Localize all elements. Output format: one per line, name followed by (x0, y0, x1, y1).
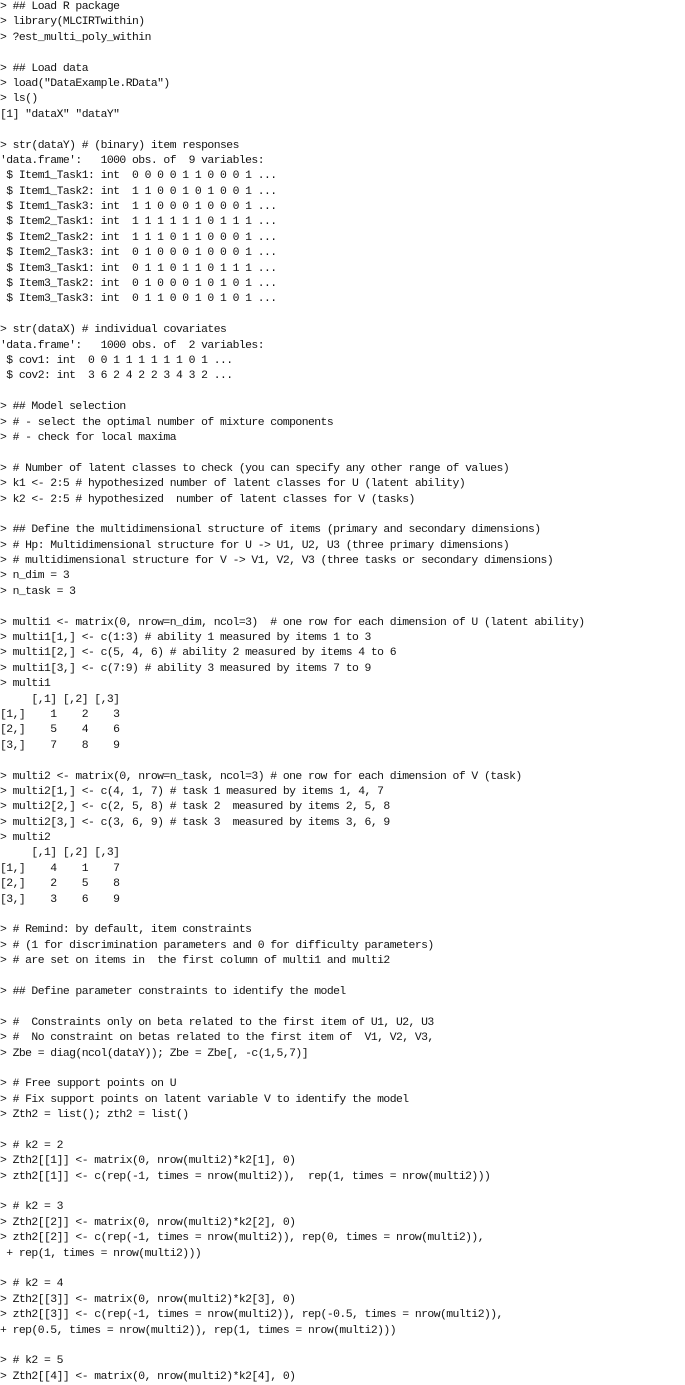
console-line: > n_dim = 3 (0, 570, 70, 583)
console-line: > ## Load R package (0, 1, 120, 13)
console-line: [,1] [,2] [,3] (0, 847, 120, 860)
blank-line (0, 46, 685, 61)
console-line: > Zth2[[3]] <- matrix(0, nrow(multi2)*k2[3], 0) (0, 1293, 296, 1306)
console-line: > # Hp: Multidimensional structure for U -> U1, U2, U3 (three primary dimensions) (0, 539, 510, 552)
console-line: > Zth2 = list(); zth2 = list() (0, 1109, 189, 1122)
console-line: > multi2[3,] <- c(3, 6, 9) # task 3 measured by items 3, 6, 9 (0, 816, 390, 829)
console-line: > multi2 (0, 832, 51, 845)
console-line: > # Number of latent classes to check (you can specify any other range of values) (0, 462, 510, 475)
console-line: > # k2 = 5 (0, 1355, 63, 1368)
console-line: [3,] 3 6 9 (0, 893, 120, 906)
blank-line (0, 1124, 685, 1139)
console-line: $ Item3_Task2: int 0 1 0 0 0 1 0 1 0 1 ... (0, 278, 277, 291)
blank-line (0, 308, 685, 323)
console-line: > # (1 for discrimination parameters and 0 for difficulty parameters) (0, 939, 434, 952)
blank-line (0, 123, 685, 138)
console-line: $ Item2_Task1: int 1 1 1 1 1 1 0 1 1 1 ... (0, 216, 277, 229)
blank-line (0, 1262, 685, 1277)
console-line: > ls() (0, 93, 38, 106)
console-line: > # k2 = 4 (0, 1278, 63, 1291)
console-line: > Zth2[[4]] <- matrix(0, nrow(multi2)*k2[4], 0) (0, 1370, 296, 1383)
console-line: > # multidimensional structure for V -> V1, V2, V3 (three tasks or secondary dimensions) (0, 555, 554, 568)
console-line: > ?est_multi_poly_within (0, 31, 151, 44)
console-line: > multi1 (0, 678, 51, 691)
blank-line (0, 1000, 685, 1015)
console-line: > # k2 = 2 (0, 1139, 63, 1152)
blank-line (0, 385, 685, 400)
console-line: [,1] [,2] [,3] (0, 693, 120, 706)
console-line: $ Item3_Task3: int 0 1 1 0 0 1 0 1 0 1 ... (0, 293, 277, 306)
console-line: $ Item3_Task1: int 0 1 1 0 1 1 0 1 1 1 ... (0, 262, 277, 275)
console-line: > multi2[1,] <- c(4, 1, 7) # task 1 measured by items 1, 4, 7 (0, 785, 384, 798)
console-line: [1,] 4 1 7 (0, 862, 120, 875)
console-line: > # Free support points on U (0, 1078, 176, 1091)
console-line: $ Item2_Task3: int 0 1 0 0 0 1 0 0 0 1 ... (0, 247, 277, 260)
console-line: 'data.frame': 1000 obs. of 9 variables: (0, 154, 264, 167)
blank-line (0, 446, 685, 461)
console-line: [1,] 1 2 3 (0, 708, 120, 721)
console-line: > multi2[2,] <- c(2, 5, 8) # task 2 measured by items 2, 5, 8 (0, 801, 390, 814)
console-line: 'data.frame': 1000 obs. of 2 variables: (0, 339, 264, 352)
blank-line (0, 754, 685, 769)
console-line: > load("DataExample.RData") (0, 77, 170, 90)
console-line: > multi1[1,] <- c(1:3) # ability 1 measured by items 1 to 3 (0, 632, 371, 645)
console-line: [2,] 2 5 8 (0, 878, 120, 891)
console-line: > library(MLCIRTwithin) (0, 16, 145, 29)
console-line: > # are set on items in the first column of multi1 and multi2 (0, 955, 390, 968)
console-line: > Zth2[[1]] <- matrix(0, nrow(multi2)*k2[1], 0) (0, 1155, 296, 1168)
console-line: > # Constraints only on beta related to the first item of U1, U2, U3 (0, 1016, 434, 1029)
console-line: [2,] 5 4 6 (0, 724, 120, 737)
console-line: > zth2[[3]] <- c(rep(-1, times = nrow(multi2)), rep(-0.5, times = nrow(multi2)), (0, 1309, 503, 1322)
console-line: > str(dataX) # individual covariates (0, 324, 227, 337)
console-line: [3,] 7 8 9 (0, 739, 120, 752)
console-line: > multi1[3,] <- c(7:9) # ability 3 measured by items 7 to 9 (0, 662, 371, 675)
console-line: $ Item1_Task3: int 1 1 0 0 0 1 0 0 0 1 ... (0, 201, 277, 214)
console-line: > zth2[[1]] <- c(rep(-1, times = nrow(multi2)), rep(1, times = nrow(multi2))) (0, 1170, 491, 1183)
console-line: > ## Define parameter constraints to identify the model (0, 986, 346, 998)
console-line: > k2 <- 2:5 # hypothesized number of latent classes for V (tasks) (0, 493, 415, 506)
console-line: > Zth2[[2]] <- matrix(0, nrow(multi2)*k2[2], 0) (0, 1216, 296, 1229)
console-line: [1] "dataX" "dataY" (0, 108, 120, 121)
console-line: > ## Model selection (0, 401, 126, 414)
blank-line (0, 1185, 685, 1200)
console-line: > zth2[[2]] <- c(rep(-1, times = nrow(multi2)), rep(0, times = nrow(multi2)), (0, 1232, 484, 1245)
console-line: > k1 <- 2:5 # hypothesized number of latent classes for U (latent ability) (0, 478, 466, 491)
console-line: > ## Load data (0, 62, 88, 75)
console-line: + rep(1, times = nrow(multi2))) (0, 1247, 202, 1260)
console-line: > multi1 <- matrix(0, nrow=n_dim, ncol=3) # one row for each dimension of U (latent ability) (0, 616, 585, 629)
console-line: $ Item2_Task2: int 1 1 1 0 1 1 0 0 0 1 ... (0, 231, 277, 244)
console-line: $ Item1_Task1: int 0 0 0 0 1 1 0 0 0 1 ... (0, 170, 277, 183)
blank-line (0, 1339, 685, 1354)
console-line: $ Item1_Task2: int 1 1 0 0 1 0 1 0 0 1 ... (0, 185, 277, 198)
console-line: $ cov2: int 3 6 2 4 2 2 3 4 3 2 ... (0, 370, 233, 383)
console-line: > multi2 <- matrix(0, nrow=n_task, ncol=3) # one row for each dimension of V (task) (0, 770, 522, 783)
blank-line (0, 508, 685, 523)
blank-line (0, 1062, 685, 1077)
blank-line (0, 600, 685, 615)
console-line: > n_task = 3 (0, 585, 76, 598)
blank-line (0, 908, 685, 923)
console-line: > ## Define the multidimensional structure of items (primary and secondary dimensions) (0, 524, 541, 537)
console-line: > multi1[2,] <- c(5, 4, 6) # ability 2 measured by items 4 to 6 (0, 647, 396, 660)
console-line: + rep(0.5, times = nrow(multi2)), rep(1, times = nrow(multi2))) (0, 1324, 396, 1337)
console-line: > # No constraint on betas related to the first item of V1, V2, V3, (0, 1032, 434, 1045)
console-line: > # k2 = 3 (0, 1201, 63, 1214)
console-line: > # Remind: by default, item constraints (0, 924, 252, 937)
console-line: > str(dataY) # (binary) item responses (0, 139, 239, 152)
blank-line (0, 970, 685, 985)
console-line: > Zbe = diag(ncol(dataY)); Zbe = Zbe[, -c(1,5,7)] (0, 1047, 308, 1060)
console-line: > # Fix support points on latent variable V to identify the model (0, 1093, 409, 1106)
console-line: > # - check for local maxima (0, 431, 176, 444)
console-line: $ cov1: int 0 0 1 1 1 1 1 1 0 1 ... (0, 354, 233, 367)
console-line: > # - select the optimal number of mixture components (0, 416, 334, 429)
